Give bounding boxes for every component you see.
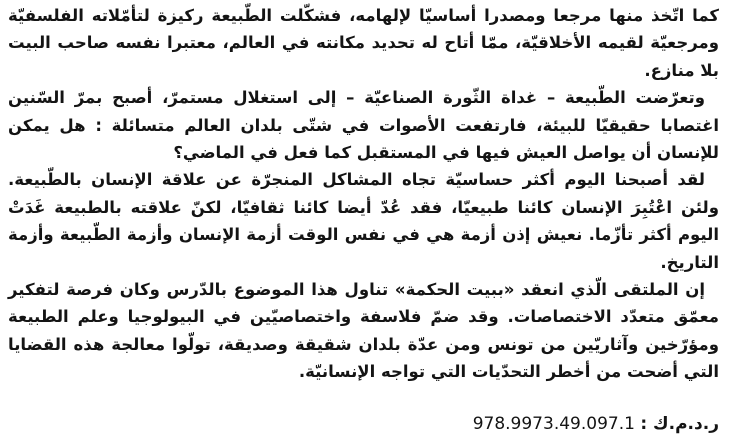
paragraph-2: وتعرّضت الطّبيعة – غداة الثّورة الصناعيّة – إلى استغلال مستمرّ، أصبح بمرّ السّنين اغتصابا حقيقيّا للبيئة، فارتفعت الأصوات في شتّى بلدان العالم متسائلة : هل يمكن للإنسان أن يواصل العيش فيها في المستقبل كما فعل في الماضي؟ [8, 88, 719, 163]
paragraph-3: لقد أصبحنا اليوم أكثر حساسيّة تجاه المشاكل المنجرّة عن علاقة الإنسان بالطّبيعة. ولئن اعْتُبِرَ الإنسان كائنا طبيعيّا، فقد عُدّ أيضا كائنا ثقافيّا، لكنّ علاقته بالطبيعة غَدَتْ اليوم أكثر تأزّما. نعيش إذن أزمة هي في نفس الوقت أزمة الإنسان وأزمة الطّبيعة وأزمة التاريخ. [8, 170, 719, 272]
isbn-number: 978.9973.49.097.1 [472, 414, 635, 434]
paragraph-4: إن الملتقى الّذي انعقد «ببيت الحكمة» تناول هذا الموضوع بالدّرس وكان فرصة لتفكير معمّق متعدّد الاختصاصات. وقد ضمّ فلاسفة واختصاصيّين في البيولوجيا وعلم الطبيعة ومؤرّخين وآثاريّين من تونس ومن عدّة بلدان شقيقة وصديقة، تولّوا معالجة هذه القضايا التي أضحت من أخطر التحدّيات التي تواجه الإنسانيّة. [8, 280, 719, 382]
isbn-label: ر.د.م.ك : [640, 414, 719, 434]
isbn-line [473, 410, 719, 438]
paragraph-1: كما اتّخذ منها مرجعا ومصدرا أساسيّا لإلهامه، فشكّلت الطّبيعة ركيزة لتأمّلاته الفلسفيّة ومرجعيّة لقيمه الأخلاقيّة، ممّا أتاح له تحديد مكانته في العالم، معتبرا نفسه صاحب البيت بلا منازع. [8, 6, 719, 80]
